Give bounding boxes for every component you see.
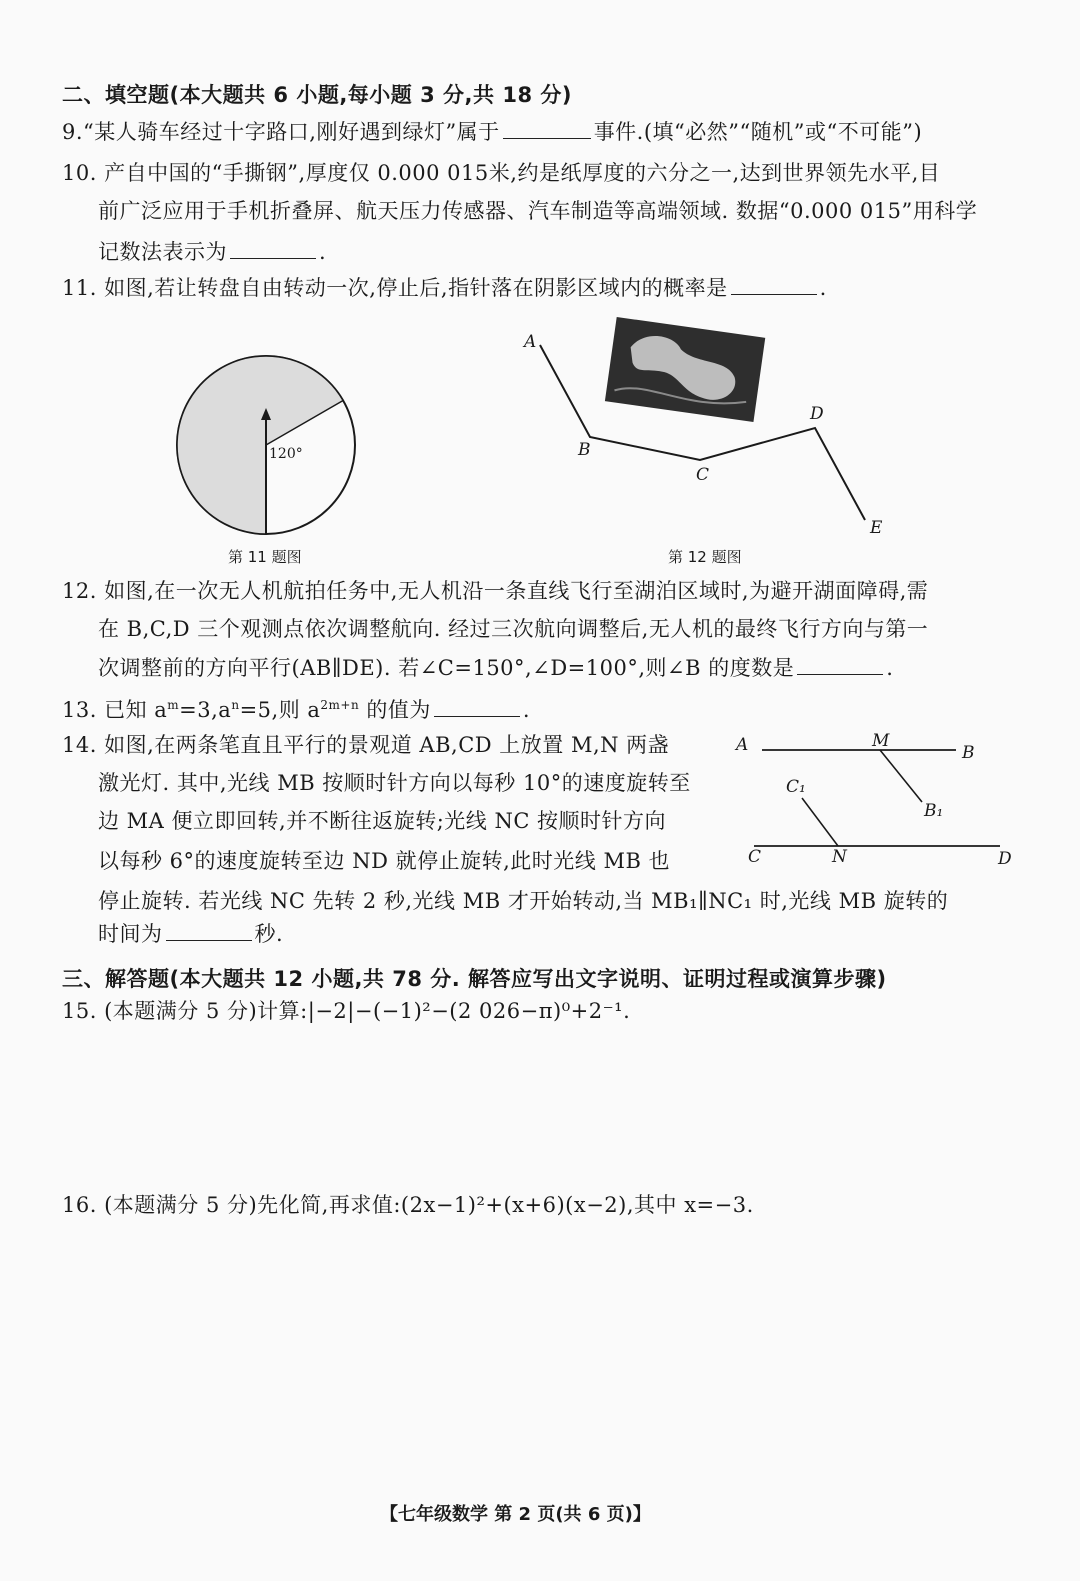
q10-line-2: 前广泛应用于手机折叠屏、航天压力传感器、汽车制造等高端领域. 数据“0.000 015”用科学: [98, 199, 978, 223]
point-a-label: A: [524, 332, 537, 352]
q13-suffix: 的值为: [359, 698, 431, 722]
figure-12-caption: 第 12 题图: [668, 548, 742, 566]
q14-text: 时间为: [98, 922, 163, 946]
q14-line-4: 以每秒 6°的速度旋转至边 ND 就停止旋转,此时光线 MB 也: [98, 849, 671, 873]
q9-text-after: 事件.(填“必然”“随机”或“不可能”): [593, 120, 923, 144]
point-b-label: B: [578, 440, 591, 460]
q10-line-1: 10. 产自中国的“手撕钢”,厚度仅 0.000 015米,约是纸厚度的六分之一,达到世界领先水平,目: [62, 161, 941, 185]
q10-end: .: [319, 240, 327, 264]
q12-end: .: [886, 656, 894, 680]
label-b: B: [962, 743, 975, 763]
point-c-label: C: [696, 465, 710, 485]
figure-11-caption: 第 11 题图: [228, 548, 302, 566]
q14-line-2: 激光灯. 其中,光线 MB 按顺时针方向以每秒 10°的速度旋转至: [98, 771, 691, 795]
q14-line-5: 停止旋转. 若光线 NC 先转 2 秒,光线 MB 才开始转动,当 MB₁∥NC₁ 时,光线 MB 旋转的: [98, 889, 949, 913]
label-m: M: [872, 731, 890, 751]
q13-end: .: [522, 698, 531, 722]
ray-nc1: [802, 798, 838, 846]
label-n: N: [832, 847, 847, 867]
q12-line-3: [98, 652, 893, 683]
q11-text: 11. 如图,若让转盘自由转动一次,停止后,指针落在阴影区域内的概率是: [62, 276, 728, 300]
q13-answer-blank[interactable]: [434, 694, 520, 717]
label-c1: C₁: [786, 777, 806, 797]
section-2-title: 二、填空题(本大题共 6 小题,每小题 3 分,共 18 分): [62, 83, 572, 107]
label-d: D: [998, 849, 1012, 869]
q13-exp-m: m: [167, 698, 180, 712]
section-3-title: 三、解答题(本大题共 12 小题,共 78 分. 解答应写出文字说明、证明过程或演算步骤): [62, 967, 887, 991]
question-16: 16. (本题满分 5 分)先化简,再求值:(2x−1)²+(x+6)(x−2),其中 x=−3.: [62, 1193, 754, 1217]
q14-line-3: 边 MA 便立即回转,并不断往返旋转;光线 NC 按顺时针方向: [98, 809, 667, 833]
label-b1: B₁: [924, 801, 944, 821]
lake-photo: [605, 317, 765, 422]
q9-answer-blank[interactable]: [503, 116, 591, 139]
q12-answer-blank[interactable]: [797, 652, 883, 675]
figure-11-spinner: [170, 350, 370, 540]
q12-text: 次调整前的方向平行(AB∥DE). 若∠C=150°,∠D=100°,则∠B 的度数是: [98, 656, 795, 680]
q14-answer-blank[interactable]: [166, 918, 252, 941]
question-9: [62, 116, 922, 147]
q10-text: 记数法表示为: [98, 240, 227, 264]
q11-answer-blank[interactable]: [731, 272, 817, 295]
point-e-label: E: [870, 518, 883, 538]
q12-line-2: 在 B,C,D 三个观测点依次调整航向. 经过三次航向调整后,无人机的最终飞行方向与第一: [98, 617, 929, 641]
point-d-label: D: [810, 404, 824, 424]
ray-mb1: [880, 750, 922, 802]
question-11: [62, 272, 827, 303]
angle-label: 120°: [269, 446, 303, 462]
q14-end: 秒.: [254, 922, 284, 946]
q12-line-1: 12. 如图,在一次无人机航拍任务中,无人机沿一条直线飞行至湖泊区域时,为避开湖面障碍,需: [62, 579, 929, 603]
q13-exp: 2m+n: [320, 698, 360, 712]
q14-line-6: [98, 918, 283, 949]
q13-prefix: 13. 已知 a: [62, 698, 168, 722]
label-a: A: [736, 735, 749, 755]
q11-end: .: [819, 276, 827, 300]
q10-line-3: [98, 236, 326, 267]
q13-exp-n: n: [231, 698, 240, 712]
q9-text-before: 9.“某人骑车经过十字路口,刚好遇到绿灯”属于: [62, 120, 500, 144]
q14-line-1: 14. 如图,在两条笔直且平行的景观道 AB,CD 上放置 M,N 两盏: [62, 733, 670, 757]
q13-mid-1: =3,a: [179, 698, 232, 722]
question-13: [62, 690, 530, 725]
figure-12-flight-path: [510, 315, 910, 545]
label-c: C: [748, 847, 762, 867]
question-15: 15. (本题满分 5 分)计算:|−2|−(−1)²−(2 026−π)⁰+2⁻¹.: [62, 999, 631, 1023]
figure-14-parallel-lines: [730, 730, 1030, 875]
q10-answer-blank[interactable]: [230, 236, 316, 259]
page-footer: 【七年级数学 第 2 页(共 6 页)】: [380, 1504, 651, 1525]
q13-mid-2: =5,则 a: [239, 698, 321, 722]
